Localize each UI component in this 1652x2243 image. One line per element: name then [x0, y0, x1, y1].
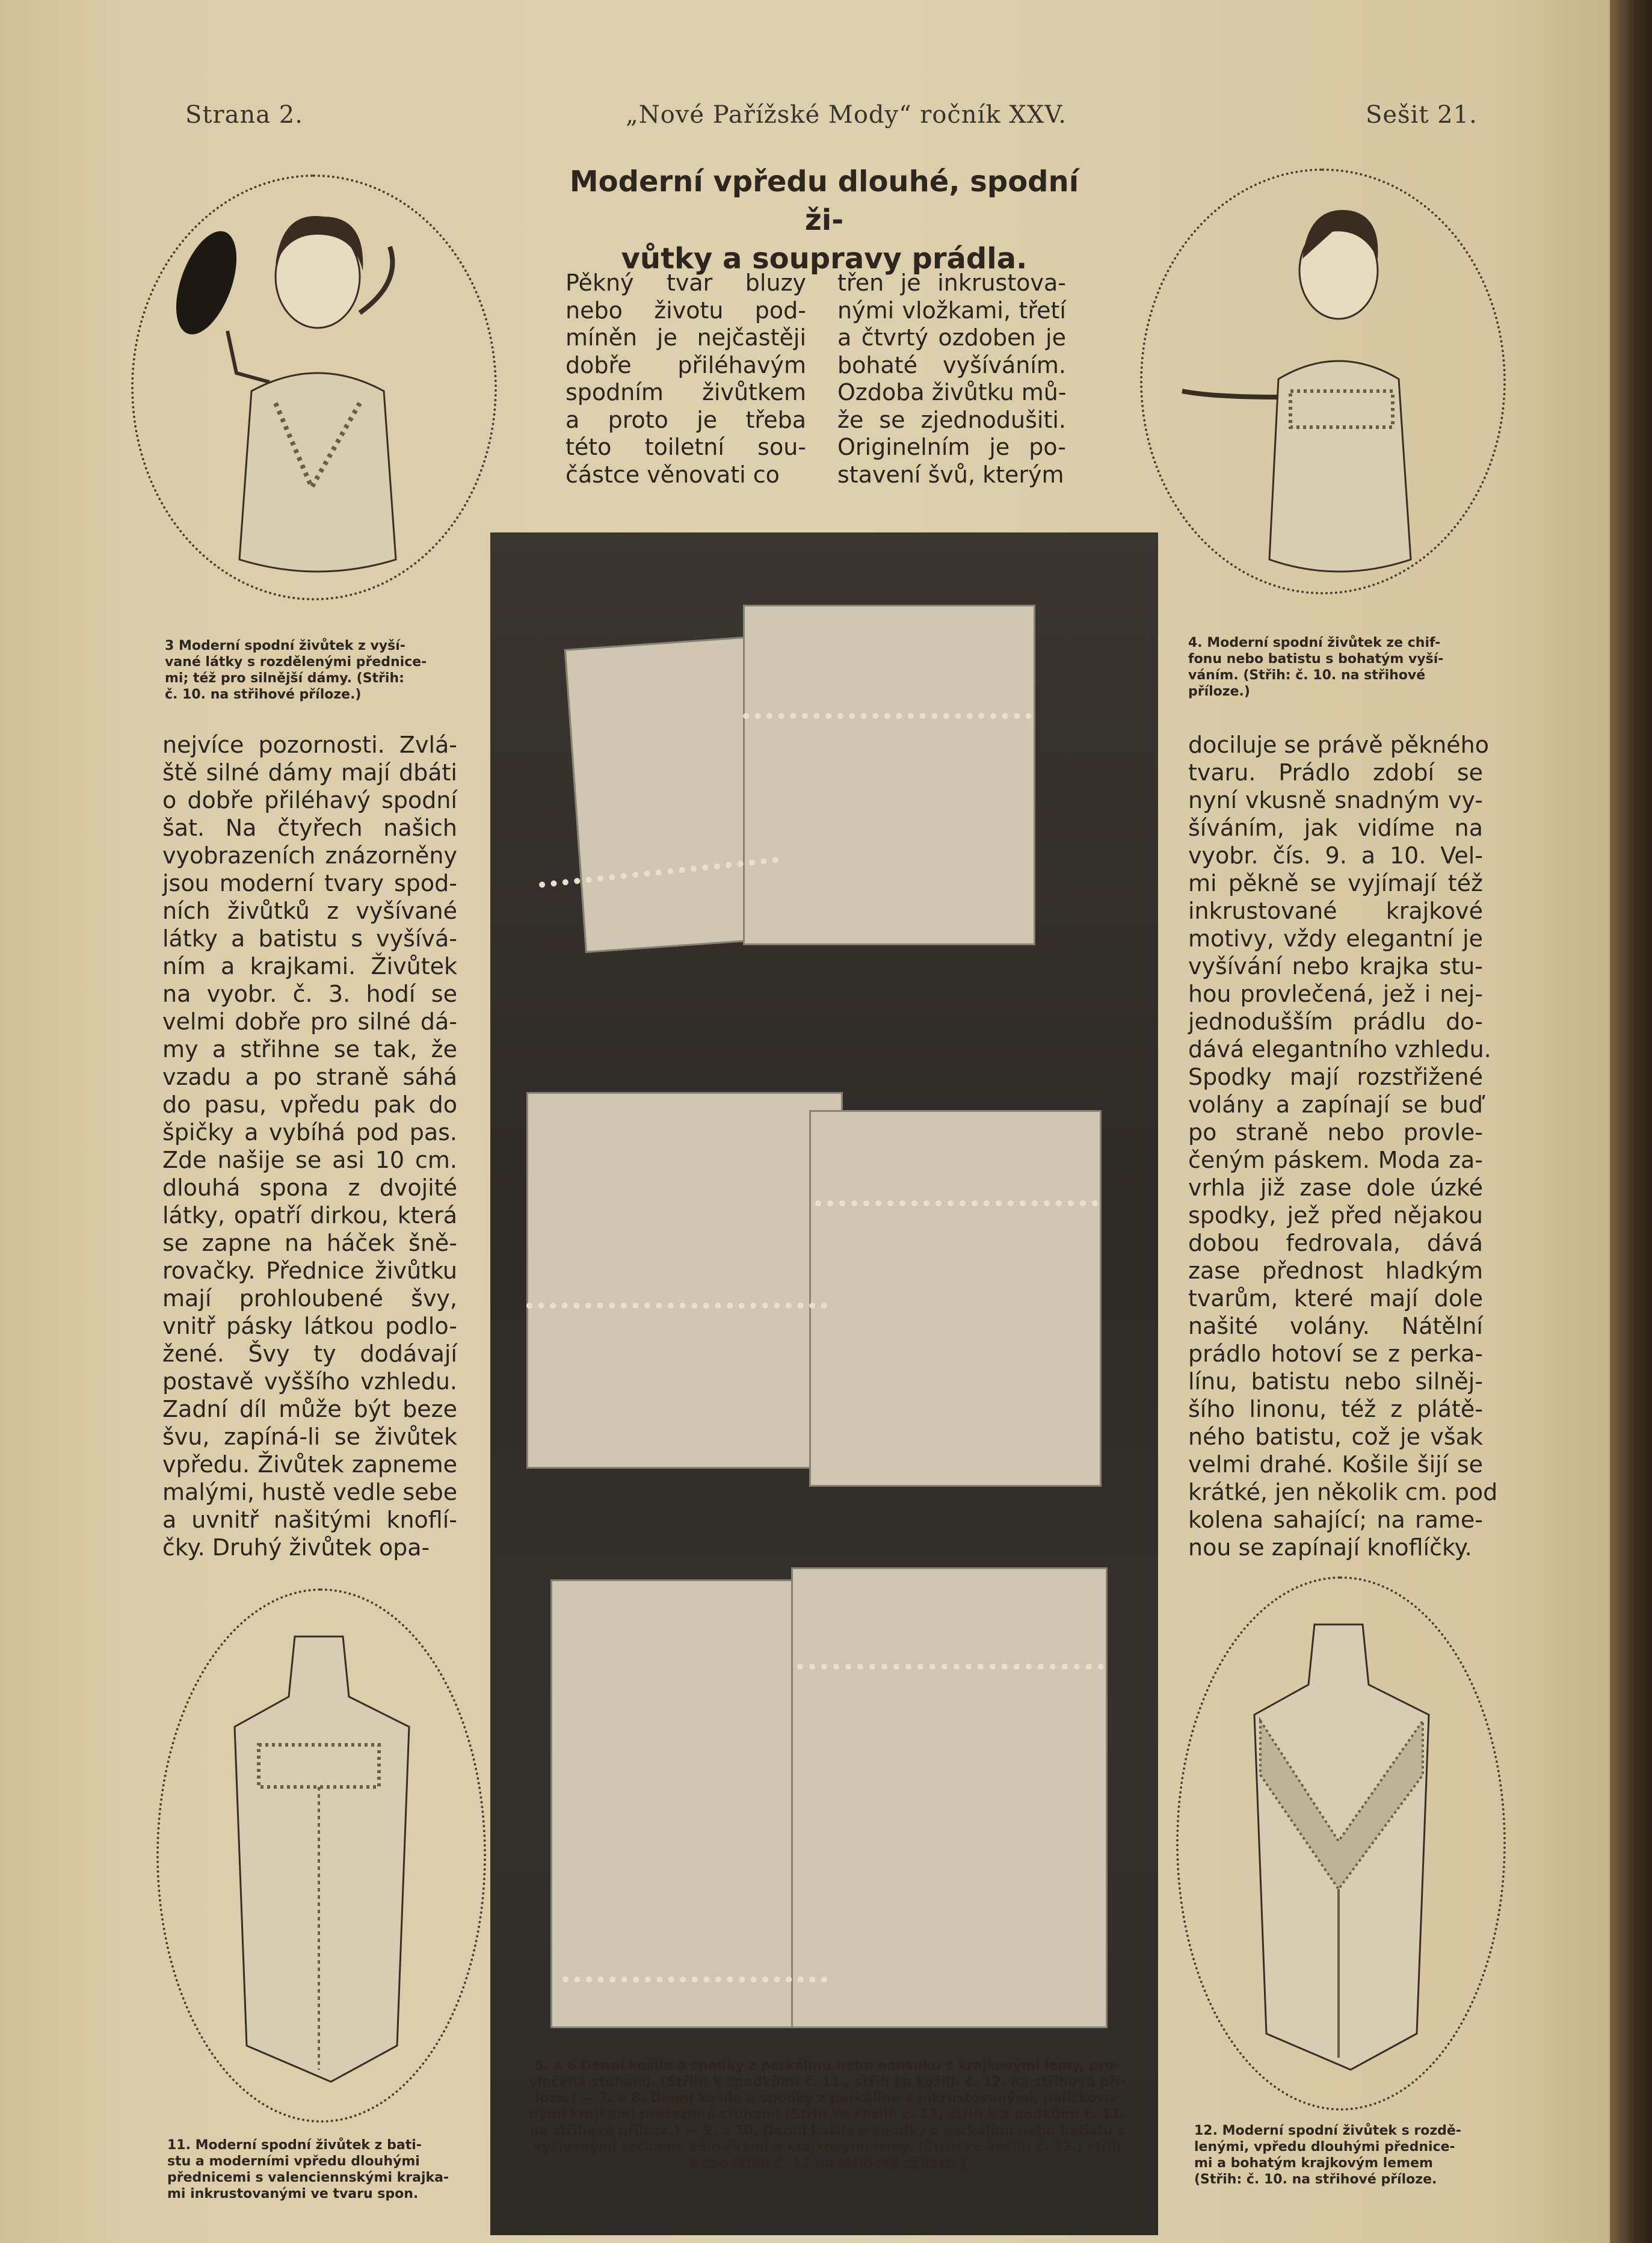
figure-11-illustration — [156, 1588, 493, 2130]
text-line: hou provlečená, jež i nej- — [1188, 981, 1483, 1007]
caption-line: váním. (Střih: č. 10. na střihové — [1188, 668, 1426, 683]
text-line: částce věnovati co — [566, 461, 780, 488]
article-top-column-1 — [566, 270, 806, 489]
text-line: šího linonu, též z plátě- — [1188, 1396, 1483, 1422]
text-line: šíváním, jak vidíme na — [1188, 815, 1483, 841]
text-line: dává elegantního vzhledu. — [1188, 1036, 1491, 1063]
text-line: a čtvrtý ozdoben je — [837, 324, 1066, 351]
page-number: Strana 2. — [185, 101, 303, 129]
text-line: čky. Druhý živůtek opa- — [162, 1534, 430, 1561]
text-line: bohaté vyšíváním. — [837, 351, 1066, 378]
text-line: vyšívání nebo krajka stu- — [1188, 953, 1483, 980]
text-line: Ozdoba živůtku mů- — [837, 379, 1067, 406]
text-line: že se zjednodušiti. — [837, 406, 1066, 433]
dress-form-lace-corset-drawing — [1176, 1576, 1513, 2118]
text-line: třen je inkrustova- — [837, 270, 1066, 296]
text-line: ních živůtků z vyšívané — [162, 898, 457, 924]
text-line: dociluje se právě pěkného — [1188, 732, 1490, 758]
figure-12-illustration — [1176, 1576, 1513, 2118]
article-left-column — [162, 731, 457, 1561]
text-line: mají prohloubené švy, — [162, 1285, 457, 1312]
text-line: velmi drahé. Košile šijí se — [1188, 1451, 1483, 1478]
text-line: kolena sahající; na rame- — [1188, 1507, 1483, 1533]
text-line: prádlo hotoví se z perka- — [1188, 1341, 1483, 1367]
text-line: my a střihne se tak, že — [162, 1036, 457, 1063]
caption-line: č. 10. na střihové příloze.) — [165, 687, 362, 702]
issue-number: Sešit 21. — [1366, 101, 1478, 129]
text-line: nou se zapínají knoflíčky. — [1188, 1534, 1472, 1561]
text-line: tvarům, které mají dole — [1188, 1285, 1483, 1312]
caption-line: vyšívanými tečkami, zálo žkami a krajkovými lemy. (Střih ke košili: č. 12.; střih — [533, 2140, 1121, 2155]
text-line: Zadní díl může být beze — [162, 1396, 457, 1422]
caption-line: vlečená stuhami. (Střih: k spodkům: č. 11., střih ke košili: č. 12. na střihové pří- — [529, 2075, 1126, 2090]
text-line: vpředu. Živůtek zapneme — [162, 1451, 457, 1478]
text-line: velmi dobře pro silné dá- — [162, 1008, 457, 1035]
text-line: spodním živůtkem — [566, 379, 806, 406]
text-line: po straně nebo provle- — [1188, 1119, 1483, 1146]
text-line: krátké, jen několik cm. pod — [1188, 1479, 1498, 1505]
text-line: vzadu a po straně sáhá — [162, 1064, 457, 1090]
text-line: nyní vkusně snadným vy- — [1188, 787, 1483, 813]
text-line: látky, opatří dirkou, která — [162, 1202, 457, 1229]
text-line: šat. Na čtyřech našich — [162, 815, 457, 841]
caption-line: vané látky s rozdělenými přednice- — [165, 655, 427, 670]
caption-line: loze.) — 7. a 8. Denní košile a spodky z perkálinu s inkrustovanými, paličkova- — [535, 2091, 1120, 2106]
text-line: o dobře přiléhavý spodní — [162, 787, 457, 813]
text-line: vrhla již zase dole úzké — [1188, 1174, 1483, 1201]
woman-side-profile-drawing — [1140, 168, 1513, 602]
lace-trim — [797, 1664, 1104, 1670]
text-line: tvaru. Prádlo zdobí se — [1188, 759, 1483, 786]
text-line: ním a krajkami. Živůtek — [162, 953, 457, 980]
figure-11-caption — [167, 2137, 462, 2202]
text-line: jednodušším prádlu do- — [1188, 1008, 1483, 1035]
lingerie-photograph — [490, 532, 1158, 2235]
text-line: línu, batistu nebo silněj- — [1188, 1368, 1483, 1395]
chemise-10 — [791, 1567, 1108, 2028]
text-line: špičky a vybíhá pod pas. — [162, 1119, 457, 1146]
caption-line: (Střih: č. 10. na střihové příloze. — [1194, 2172, 1437, 2187]
text-line: vyobr. čís. 9. a 10. Vel- — [1188, 842, 1483, 869]
text-line: nebo životu pod- — [566, 297, 806, 324]
text-line: švu, zapíná-li se živůtek — [162, 1424, 457, 1450]
text-line: našité volány. Nátělní — [1188, 1313, 1483, 1339]
figure-4-illustration — [1140, 168, 1513, 602]
caption-line: mi inkrustovanými ve tvaru spon. — [167, 2186, 419, 2201]
caption-line: lenými, vpředu dlouhými přednice- — [1194, 2140, 1455, 2155]
chemise-6 — [743, 605, 1035, 945]
text-line: na vyobr. č. 3. hodí se — [162, 981, 457, 1007]
text-line: Spodky mají rozstřižené — [1188, 1064, 1483, 1090]
text-line: rovačky. Přednice živůtku — [162, 1257, 457, 1284]
caption-line: nými krajkami protažené stuhami (Střih ke košili: č. 12, střih k a podkům: č. 11. — [529, 2107, 1126, 2122]
text-line: ště silné dámy mají dbáti — [162, 759, 457, 786]
text-line: čeným páskem. Moda za- — [1188, 1147, 1483, 1173]
text-line: volány a zapínají se buď — [1188, 1091, 1483, 1118]
caption-line: na střihové příloze.) — 9. a 10. Denní košile a spodky z perkálinu nebo batistu s — [529, 2123, 1126, 2138]
text-line: žené. Švy ty dodávají — [162, 1341, 457, 1367]
text-line: se zapne na háček šně- — [162, 1230, 457, 1256]
text-line: a uvnitř našitými knoflí- — [162, 1507, 457, 1533]
text-line: a proto je třeba — [566, 406, 806, 433]
woman-with-mirror-drawing — [131, 174, 504, 608]
text-line: ného batistu, což je však — [1188, 1424, 1483, 1450]
text-line: malými, hustě vedle sebe — [162, 1479, 458, 1505]
text-line: inkrustované krajkové — [1188, 898, 1483, 924]
text-line: dobou fedrovala, dává — [1188, 1230, 1483, 1256]
caption-line: stu a moderními vpředu dlouhými — [167, 2154, 420, 2169]
text-line: motivy, vždy elegantní je — [1188, 925, 1483, 952]
caption-line: fonu nebo batistu s bohatým vyší- — [1188, 652, 1444, 667]
lace-trim — [562, 1976, 827, 1982]
drawers-7 — [526, 1092, 843, 1469]
text-line: postavě vyššího vzhledu. — [162, 1368, 457, 1395]
text-line: Originelním je po- — [837, 434, 1066, 460]
caption-line: přednicemi s valenciennskými krajka- — [167, 2170, 449, 2185]
text-line: látky a batistu s vyšívá- — [162, 925, 457, 952]
book-spine — [1610, 0, 1652, 2243]
figure-4-caption — [1188, 635, 1471, 700]
text-line: zase přednost hladkým — [1188, 1257, 1483, 1284]
text-line: dobře přiléhavým — [566, 351, 806, 378]
caption-line: 4. Moderní spodní živůtek ze chif- — [1188, 635, 1441, 650]
text-line: vyobrazeních znázorněny — [162, 842, 457, 869]
article-title: Moderní vpředu dlouhé, spodní ži- vůtky a soupravy prádla. — [569, 165, 1079, 276]
text-line: této toiletní sou- — [566, 434, 806, 460]
caption-line: 3 Moderní spodní živůtek z vyší- — [165, 638, 405, 653]
caption-line: příloze.) — [1188, 684, 1250, 699]
figures-5-10-caption — [487, 2058, 1167, 2171]
article-top-column-2 — [837, 270, 1066, 489]
caption-line: 5. a 6 Denní košile a spodky z perkálinu nebo nansuku s krajkovými lemy, pro- — [534, 2058, 1120, 2073]
text-line: vnitř pásky látkou podlo- — [162, 1313, 457, 1339]
text-line: Zde našije se asi 10 cm. — [162, 1147, 457, 1173]
text-line: dlouhá spona z dvojité — [162, 1174, 457, 1201]
text-line: Pěkný tvar bluzy — [566, 270, 806, 296]
caption-line: 11. Moderní spodní živůtek z bati- — [167, 2138, 422, 2153]
figure-12-caption — [1194, 2123, 1477, 2188]
figure-3-illustration — [131, 174, 504, 608]
text-line: nejvíce pozornosti. Zvlá- — [162, 732, 457, 758]
text-line: stavení švů, kterým — [837, 461, 1064, 488]
text-line: do pasu, vpředu pak do — [162, 1091, 457, 1118]
caption-line: 12. Moderní spodní živůtek s rozdě- — [1194, 2123, 1461, 2138]
caption-line: mi a bohatým krajkovým lemem — [1194, 2156, 1433, 2171]
figure-3-caption — [165, 638, 466, 703]
lace-trim — [815, 1200, 1098, 1206]
text-line: nými vložkami, třetí — [837, 297, 1066, 324]
text-line: mi pěkně se vyjímají též — [1188, 870, 1483, 896]
lace-trim — [743, 713, 1032, 719]
magazine-title: „Nové Pařížské Mody“ ročník XXV. — [626, 101, 1067, 129]
text-line: míněn je nejčastěji — [566, 324, 806, 351]
chemise-8 — [809, 1110, 1102, 1487]
lace-trim — [526, 1303, 827, 1309]
caption-line: k spodkům č. 11 na střihové příloze.) — [688, 2156, 966, 2171]
text-line: spodky, jež před nějakou — [1188, 1202, 1483, 1229]
dress-form-corset-drawing — [156, 1588, 493, 2130]
article-right-column — [1188, 731, 1498, 1561]
text-line: jsou moderní tvary spod- — [162, 870, 457, 896]
caption-line: mi; též pro silnější dámy. (Střih: — [165, 671, 404, 686]
